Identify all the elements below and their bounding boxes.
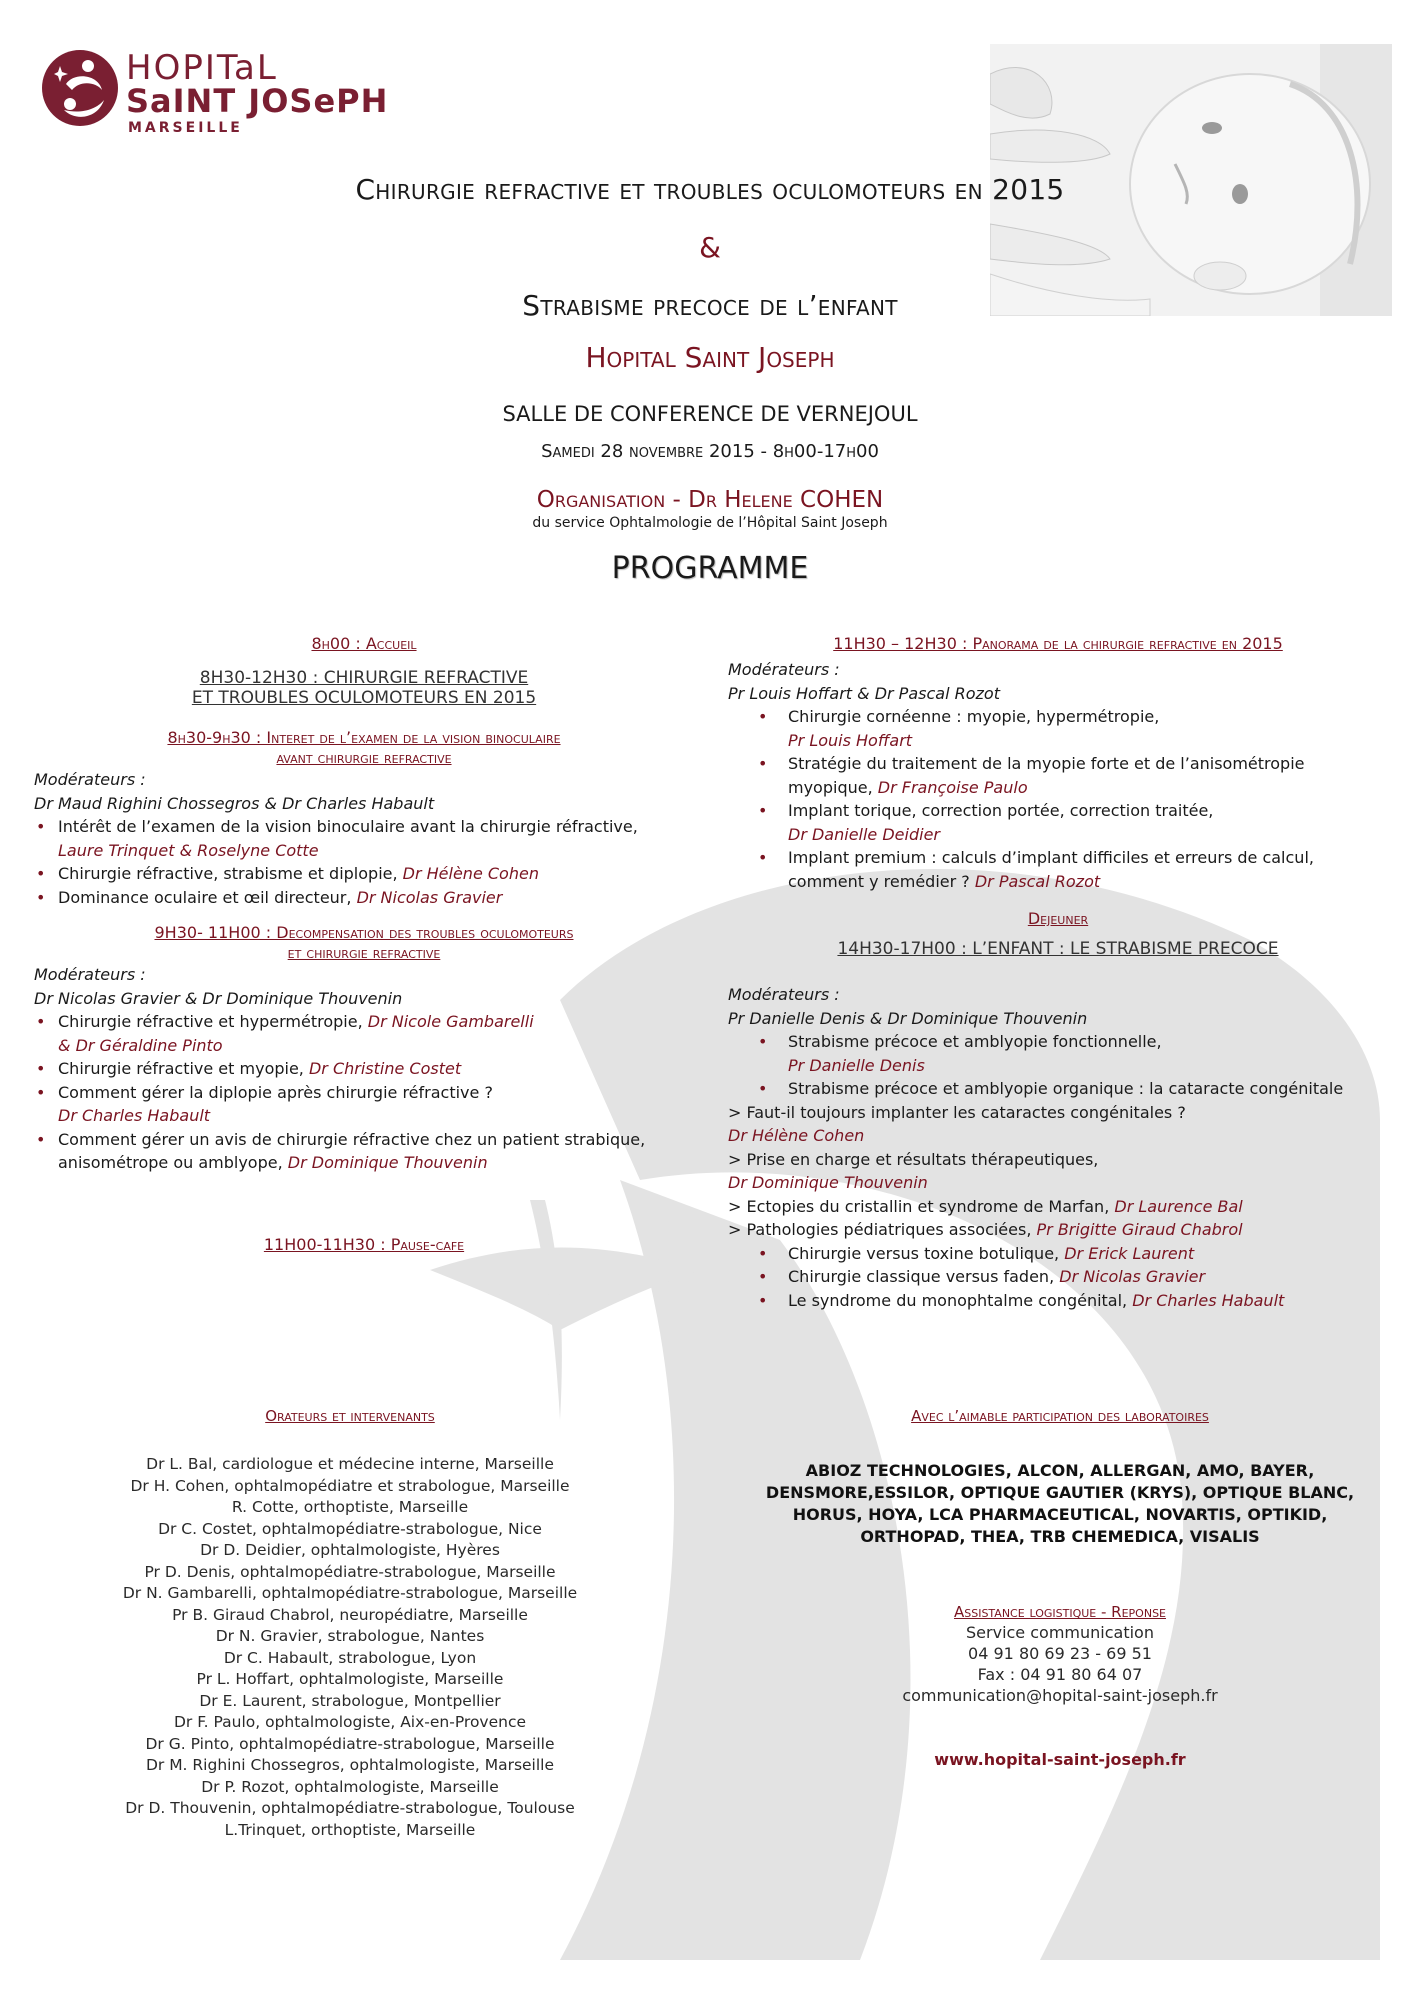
- talk-item: [728, 1030, 1388, 1077]
- speaker-entry: R. Cotte, orthoptiste, Marseille: [231, 1498, 469, 1516]
- subtopic-speaker: Pr Brigitte Giraud Chabrol: [1036, 1220, 1243, 1239]
- programme-right-column: [728, 634, 1388, 1312]
- session4-talks-a: [728, 1030, 1388, 1101]
- talk-item: [34, 1081, 694, 1128]
- assistance-service: Service communication: [966, 1623, 1154, 1642]
- talk-item: [34, 1057, 694, 1081]
- speaker-entry: Dr P. Rozot, ophtalmologiste, Marseille: [201, 1777, 499, 1796]
- speakers-heading: Orateurs et intervenants: [265, 1407, 435, 1425]
- talk-item: [34, 1128, 694, 1175]
- session4-subtopics: [728, 1101, 1388, 1242]
- session3-moderators-label: Modérateurs :: [728, 660, 840, 679]
- sponsors-line: ABIOZ TECHNOLOGIES, ALCON, ALLERGAN, AMO, BAYER,: [805, 1461, 1315, 1480]
- talk-speaker: Laure Trinquet & Roselyne Cotte: [58, 840, 319, 860]
- event-date: Samedi 28 novembre 2015 - 8h00-17h00: [541, 441, 879, 462]
- assistance-fax: Fax : 04 91 80 64 07: [977, 1665, 1143, 1684]
- logo-line-hopital: HOPITaL: [126, 48, 278, 88]
- talk-speaker: Dr Nicole Gambarelli & Dr Géraldine Pinto: [58, 1012, 534, 1055]
- talk-item: [728, 1242, 1388, 1266]
- talk-speaker: Dr Pascal Rozot: [974, 871, 1101, 891]
- session1-moderators: Dr Maud Righini Chossegros & Dr Charles Habault: [34, 793, 435, 813]
- logo-line-marseille: MARSEILLE: [128, 120, 243, 136]
- talk-speaker: Dr Charles Habault: [1132, 1290, 1285, 1310]
- talk-title: Chirurgie versus toxine botulique,: [788, 1243, 1060, 1263]
- event-header: [300, 170, 1120, 588]
- sponsors-list: [760, 1460, 1360, 1548]
- talk-speaker: Dr Nicolas Gravier: [1059, 1267, 1206, 1286]
- session1-title-1: 8h30-9h30 : Interet de l’examen de la vision binoculaire: [167, 728, 561, 747]
- talk-speaker: Dr Hélène Cohen: [402, 864, 539, 883]
- speaker-entry: Pr D. Denis, ophtalmopédiatre-strabologue, Marseille: [144, 1562, 556, 1581]
- sponsors-line: DENSMORE,ESSILOR, OPTIQUE GAUTIER (KRYS), OPTIQUE BLANC,: [765, 1483, 1355, 1502]
- speaker-entry: Dr H. Cohen, ophtalmopédiatre et strabologue, Marseille: [130, 1476, 570, 1495]
- session3-moderators: Pr Louis Hoffart & Dr Pascal Rozot: [728, 683, 1000, 703]
- talk-title: Chirurgie réfractive et hypermétropie,: [58, 1012, 363, 1031]
- talk-title: Chirurgie réfractive, strabisme et diplopie,: [58, 864, 398, 883]
- event-title-1: Chirurgie refractive et troubles oculomoteurs en 2015: [355, 173, 1065, 206]
- logo-emblem-icon: [40, 48, 120, 128]
- organisation: Organisation - Dr Helene COHEN: [536, 487, 884, 513]
- session2-moderators: Dr Nicolas Gravier & Dr Dominique Thouvenin: [34, 988, 403, 1008]
- subtopic-title: > Faut-il toujours implanter les cataractes congénitales ?: [728, 1102, 1186, 1122]
- session2-title-2: et chirurgie refractive: [287, 943, 441, 962]
- speaker-entry: Dr D. Deidier, ophtalmologiste, Hyères: [200, 1541, 500, 1559]
- talk-title: Dominance oculaire et œil directeur,: [58, 887, 352, 907]
- talk-item: [728, 752, 1388, 799]
- afternoon-block-title: 14H30-17H00 : L’ENFANT : LE STRABISME PRECOCE: [837, 939, 1279, 959]
- session1-moderators-label: Modérateurs :: [34, 770, 146, 789]
- talk-title: Strabisme précoce et amblyopie fonctionnelle,: [788, 1032, 1162, 1051]
- speaker-entry: Pr B. Giraud Chabrol, neuropédiatre, Marseille: [172, 1605, 528, 1624]
- talk-item: [728, 1077, 1388, 1101]
- talk-title: Strabisme précoce et amblyopie organique : la cataracte congénitale: [788, 1079, 1344, 1098]
- speakers-section: [110, 1406, 590, 1841]
- sponsors-line: ORTHOPAD, THEA, TRB CHEMEDICA, VISALIS: [860, 1527, 1260, 1546]
- assistance-phone: 04 91 80 69 23 - 69 51: [968, 1644, 1152, 1663]
- speaker-entry: Dr D. Thouvenin, ophtalmopédiatre-strabologue, Toulouse: [125, 1799, 575, 1817]
- talk-item: [34, 815, 694, 862]
- speaker-entry: Dr N. Gravier, strabologue, Nantes: [215, 1627, 485, 1645]
- speaker-entry: Dr E. Laurent, strabologue, Montpellier: [199, 1691, 501, 1710]
- speaker-entry: Pr L. Hoffart, ophtalmologiste, Marseille: [196, 1670, 504, 1688]
- talk-title: Comment gérer un avis de chirurgie réfractive chez un patient strabique, anisométrope ou amblyope,: [58, 1129, 646, 1172]
- session2-title-1: 9H30- 11H00 : Decompensation des troubles oculomoteurs: [154, 923, 574, 942]
- talk-item: [728, 705, 1388, 752]
- sponsors-line: HORUS, HOYA, LCA PHARMACEUTICAL, NOVARTIS, OPTIKID,: [792, 1505, 1328, 1524]
- ampersand: &: [699, 231, 721, 264]
- session2-talks: [34, 1010, 694, 1175]
- talk-item: [728, 1265, 1388, 1289]
- programme-left-column: [34, 634, 694, 1255]
- talk-title: Le syndrome du monophtalme congénital,: [788, 1290, 1128, 1310]
- speaker-entry: Dr L. Bal, cardiologue et médecine interne, Marseille: [146, 1455, 554, 1473]
- subtopic-item: [728, 1195, 1388, 1219]
- speaker-entry: Dr N. Gambarelli, ophtalmopédiatre-strabologue, Marseille: [122, 1584, 578, 1602]
- talk-item: [34, 862, 694, 886]
- organisation-service: du service Ophtalmologie de l’Hôpital Saint Joseph: [532, 515, 888, 531]
- dejeuner-heading: Dejeuner: [1027, 909, 1089, 928]
- website-link[interactable]: www.hopital-saint-joseph.fr: [934, 1750, 1186, 1769]
- logo-line-saint-joseph: SaINT JOSePH: [126, 82, 389, 120]
- session3-talks: [728, 705, 1388, 893]
- subtopic-item: [728, 1101, 1388, 1148]
- hospital-logo: [40, 48, 400, 138]
- morning-block-title-2: ET TROUBLES OCULOMOTEURS EN 2015: [191, 688, 537, 708]
- sponsors-heading: Avec l’aimable participation des laboratoires: [911, 1407, 1209, 1425]
- talk-title: Implant torique, correction portée, correction traitée,: [788, 801, 1214, 820]
- assistance-heading: Assistance logistique - Reponse: [953, 1603, 1166, 1621]
- talk-item: [728, 846, 1388, 893]
- assistance-email[interactable]: communication@hopital-saint-joseph.fr: [902, 1686, 1218, 1705]
- subtopic-speaker: Dr Hélène Cohen: [728, 1126, 865, 1145]
- hospital-name: Hopital Saint Joseph: [585, 341, 835, 374]
- speaker-entry: Dr F. Paulo, ophtalmologiste, Aix-en-Provence: [173, 1713, 527, 1731]
- morning-block-title-1: 8H30-12H30 : CHIRURGIE REFRACTIVE: [199, 668, 529, 688]
- assistance-block: [760, 1602, 1360, 1706]
- session1-talks: [34, 815, 694, 909]
- subtopic-speaker: Dr Laurence Bal: [1114, 1196, 1243, 1216]
- programme-heading: PROGRAMME: [611, 551, 809, 586]
- subtopic-item: [728, 1148, 1388, 1195]
- session4-talks-b: [728, 1242, 1388, 1313]
- talk-title: Chirurgie cornéenne : myopie, hypermétropie,: [788, 707, 1160, 726]
- subtopic-title: > Ectopies du cristallin et syndrome de Marfan,: [728, 1196, 1110, 1216]
- talk-title: Chirurgie réfractive et myopie,: [58, 1059, 304, 1078]
- subtopic-title: > Prise en charge et résultats thérapeutiques,: [728, 1149, 1099, 1169]
- talk-item: [34, 1010, 694, 1057]
- session4-moderators: Pr Danielle Denis & Dr Dominique Thouvenin: [728, 1008, 1088, 1028]
- speaker-entry: Dr M. Righini Chossegros, ophtalmologiste, Marseille: [145, 1756, 555, 1774]
- talk-speaker: Dr Danielle Deidier: [788, 824, 940, 844]
- talk-speaker: Dr Dominique Thouvenin: [287, 1153, 488, 1172]
- subtopic-speaker: Dr Dominique Thouvenin: [728, 1173, 928, 1192]
- speaker-entry: Dr G. Pinto, ophtalmopédiatre-strabologue, Marseille: [145, 1734, 555, 1753]
- talk-title: Stratégie du traitement de la myopie forte et de l’anisométropie myopique,: [788, 754, 1305, 797]
- session3-title: 11H30 – 12H30 : Panorama de la chirurgie refractive en 2015: [833, 634, 1283, 653]
- speakers-list: [110, 1454, 590, 1841]
- accueil-heading: 8h00 : Accueil: [311, 634, 417, 653]
- event-title-2: Strabisme precoce de l’enfant: [522, 289, 898, 322]
- talk-item: [34, 886, 694, 910]
- talk-title: Implant premium : calculs d’implant difficiles et erreurs de calcul, comment y remédier ?: [788, 848, 1314, 891]
- talk-title: Intérêt de l’examen de la vision binoculaire avant la chirurgie réfractive,: [58, 817, 638, 836]
- session1-title-2: avant chirurgie refractive: [276, 748, 452, 767]
- talk-speaker: Pr Danielle Denis: [788, 1055, 925, 1075]
- talk-speaker: Dr Erick Laurent: [1064, 1243, 1195, 1263]
- talk-item: [728, 799, 1388, 846]
- talk-speaker: Dr Françoise Paulo: [877, 777, 1028, 797]
- talk-title: Comment gérer la diplopie après chirurgie réfractive ?: [58, 1082, 493, 1102]
- talk-speaker: Dr Nicolas Gravier: [356, 887, 503, 907]
- sponsors-section: [760, 1406, 1360, 1769]
- talk-speaker: Dr Christine Costet: [308, 1059, 462, 1078]
- talk-speaker: Pr Louis Hoffart: [788, 730, 913, 750]
- talk-speaker: Dr Charles Habault: [58, 1106, 211, 1125]
- speaker-entry: Dr C. Habault, strabologue, Lyon: [223, 1648, 477, 1667]
- speaker-entry: Dr C. Costet, ophtalmopédiatre-strabologue, Nice: [158, 1519, 542, 1538]
- session2-moderators-label: Modérateurs :: [34, 965, 146, 984]
- speaker-entry: L.Trinquet, orthoptiste, Marseille: [224, 1820, 476, 1839]
- pause-cafe: 11H00-11H30 : Pause-cafe: [263, 1234, 465, 1254]
- venue: SALLE DE CONFERENCE DE VERNEJOUL: [502, 402, 918, 426]
- subtopic-title: > Pathologies pédiatriques associées,: [728, 1220, 1032, 1239]
- talk-item: [728, 1289, 1388, 1313]
- subtopic-item: [728, 1218, 1388, 1242]
- talk-title: Chirurgie classique versus faden,: [788, 1267, 1055, 1286]
- session4-moderators-label: Modérateurs :: [728, 985, 840, 1004]
